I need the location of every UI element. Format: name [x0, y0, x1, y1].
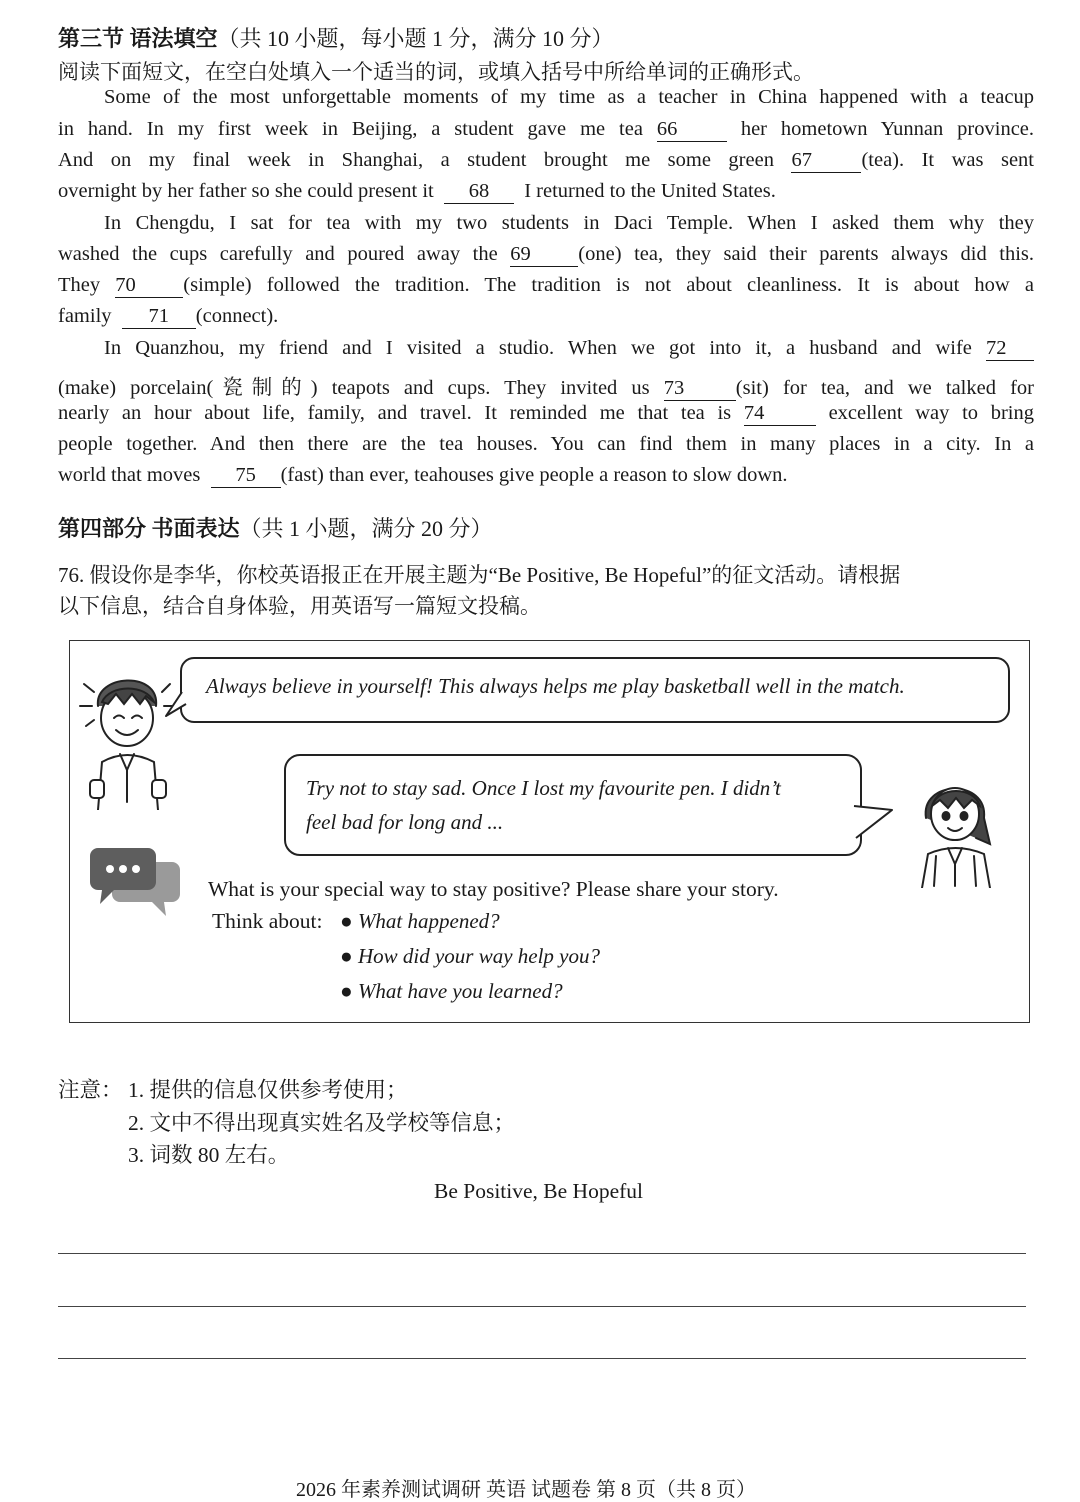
page-footer: 2026 年素养测试调研 英语 试题卷 第 8 页（共 8 页） [296, 1479, 756, 1501]
blank-72[interactable]: 72 [986, 338, 1034, 361]
blank-69[interactable]: 69 [510, 244, 578, 267]
passage-line: nearly an hour about life, family, and travel. It reminded me that tea is 74 excellent way to bring [58, 402, 1035, 424]
part4-heading: 第四部分 书面表达（共 1 小题，满分 20 分） [58, 516, 493, 541]
blank-73[interactable]: 73 [664, 378, 736, 401]
bullet-item: ● How did your way help you? [340, 944, 600, 968]
passage-line: They 70 (simple) followed the tradition. The tradition is not about cleanliness. It is about how a [58, 274, 1034, 296]
prompt-question: What is your special way to stay positive? Please share your story. [208, 877, 779, 901]
blank-74[interactable]: 74 [744, 403, 816, 426]
speech-bubble-2 [284, 754, 862, 856]
passage-line: people together. And then there are the tea houses. You can find them in many places in a city. In a [58, 433, 1034, 455]
bubble-1-tail [164, 690, 192, 720]
passage-line: In Chengdu, I sat for tea with my two students in Daci Temple. When I asked them why they [104, 212, 1034, 234]
bubble-2-tail [848, 800, 896, 844]
section3-instruction: 阅读下面短文，在空白处填入一个适当的词，或填入括号中所给单词的正确形式。 [58, 60, 814, 84]
think-about-label: Think about: [212, 909, 323, 933]
bubble-1-text: Always believe in yourself! This always helps me play basketball well in the match. [206, 674, 905, 698]
passage-line: (make) porcelain(瓷制的) teapots and cups. They invited us 73 (sit) for tea, and we talked for [58, 377, 1035, 399]
passage-line: And on my final week in Shanghai, a student brought me some green 67 (tea). It was sent [58, 149, 1035, 171]
blank-70[interactable]: 70 [115, 275, 183, 298]
note-item: 1. 提供的信息仅供参考使用； [128, 1078, 408, 1102]
writing-line[interactable] [58, 1306, 1026, 1307]
blank-66[interactable]: 66 [657, 119, 727, 142]
passage-line: In Quanzhou, my friend and I visited a studio. When we got into it, a husband and wife 72 [104, 337, 1034, 361]
note-item: 3. 词数 80 左右。 [128, 1143, 290, 1167]
blank-67[interactable]: 67 [791, 150, 861, 173]
passage-line: family 71 (connect). [58, 305, 279, 327]
blank-75[interactable]: 75 [211, 465, 281, 488]
writing-line[interactable] [58, 1358, 1026, 1359]
writing-line[interactable] [58, 1253, 1026, 1254]
passage-line: Some of the most unforgettable moments of my time as a teacher in China happened with a teacup [104, 86, 1034, 108]
passage-line: overnight by her father so she could present it 68 I returned to the United States. [58, 180, 776, 202]
bullet-item: ● What happened? [340, 909, 500, 933]
question-76-line1: 76. 假设你是李华，你校英语报正在开展主题为“Be Positive, Be Hopeful”的征文活动。请根据 [58, 563, 901, 587]
question-76-line2: 以下信息，结合自身体验，用英语写一篇短文投稿。 [58, 594, 541, 618]
passage-line: in hand. In my first week in Beijing, a student gave me tea 66 her hometown Yunnan province. [58, 118, 1035, 140]
chat-icon [88, 846, 182, 920]
blank-68[interactable]: 68 [444, 181, 514, 204]
bullet-item: ● What have you learned? [340, 979, 563, 1003]
note-item: 2. 文中不得出现真实姓名及学校等信息； [128, 1111, 516, 1135]
section3-heading: 第三节 语法填空（共 10 小题，每小题 1 分，满分 10 分） [58, 26, 614, 51]
bubble-2-text-line1: Try not to stay sad. Once I lost my favourite pen. I didn’t [306, 776, 781, 800]
bubble-2-text-line2: feel bad for long and ... [306, 810, 504, 834]
blank-71[interactable]: 71 [122, 306, 196, 329]
essay-title: Be Positive, Be Hopeful [434, 1179, 644, 1203]
boy-illustration [76, 662, 180, 810]
passage-line: washed the cups carefully and poured away the 69 (one) tea, they said their parents always did this. [58, 243, 1035, 265]
notes-label: 注意： [58, 1078, 123, 1102]
passage-line: world that moves 75 (fast) than ever, teahouses give people a reason to slow down. [58, 464, 788, 486]
girl-illustration [906, 770, 1006, 888]
